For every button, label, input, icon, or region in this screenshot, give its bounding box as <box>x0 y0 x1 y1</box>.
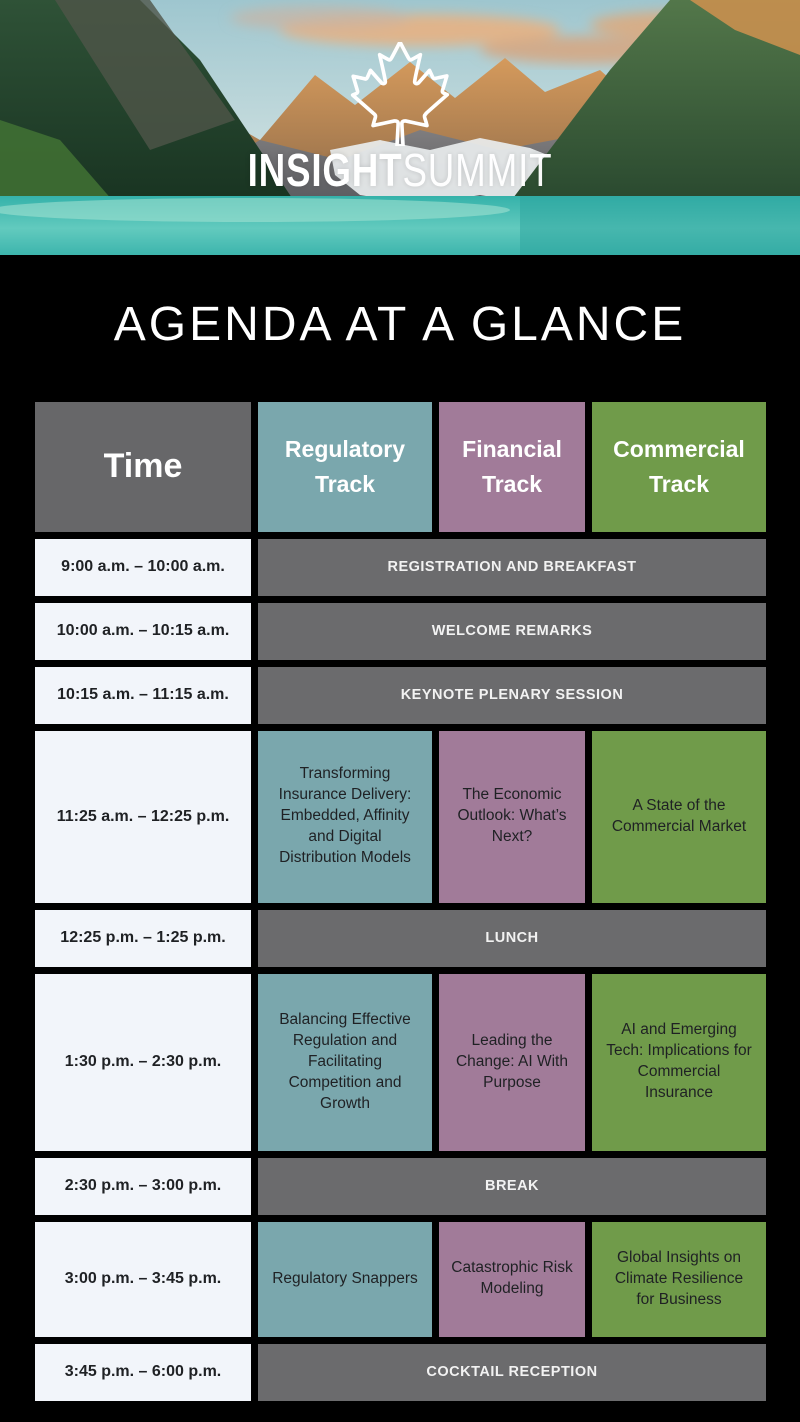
header-row <box>35 402 766 532</box>
session-cell-regulatory: Regulatory Snappers <box>258 1222 432 1337</box>
plenary-cell: WELCOME REMARKS <box>258 603 766 660</box>
agenda-row <box>35 974 766 1151</box>
session-cell-regulatory: Transforming Insurance Delivery: Embedded, Affinity and Digital Distribution Models <box>258 731 432 903</box>
time-cell: 10:00 a.m. – 10:15 a.m. <box>35 603 251 660</box>
track-header-financial: Financial Track <box>439 402 585 532</box>
hero-banner <box>0 0 800 255</box>
session-cell-regulatory: Balancing Effective Regulation and Facilitating Competition and Growth <box>258 974 432 1151</box>
session-cell-commercial: Global Insights on Climate Resilience for Business <box>592 1222 766 1337</box>
agenda-row <box>35 1158 766 1215</box>
plenary-cell: COCKTAIL RECEPTION <box>258 1344 766 1401</box>
plenary-cell: LUNCH <box>258 910 766 967</box>
page-title: AGENDA AT A GLANCE <box>113 298 687 351</box>
session-cell-financial: Catastrophic Risk Modeling <box>439 1222 585 1337</box>
brand-insight: INSIGHT <box>247 144 403 196</box>
agenda-row <box>35 1344 766 1401</box>
agenda-row <box>35 910 766 967</box>
lake <box>0 196 800 255</box>
time-cell: 2:30 p.m. – 3:00 p.m. <box>35 1158 251 1215</box>
agenda-row <box>35 1222 766 1337</box>
brand-summit: SUMMIT <box>402 144 553 196</box>
brand-wordmark <box>80 144 720 196</box>
session-cell-financial: Leading the Change: AI With Purpose <box>439 974 585 1151</box>
time-cell: 10:15 a.m. – 11:15 a.m. <box>35 667 251 724</box>
session-cell-commercial: AI and Emerging Tech: Implications for Commercial Insurance <box>592 974 766 1151</box>
time-cell: 3:00 p.m. – 3:45 p.m. <box>35 1222 251 1337</box>
time-cell: 9:00 a.m. – 10:00 a.m. <box>35 539 251 596</box>
track-header-regulatory: Regulatory Track <box>258 402 432 532</box>
time-cell: 1:30 p.m. – 2:30 p.m. <box>35 974 251 1151</box>
agenda-row <box>35 539 766 596</box>
session-cell-commercial: A State of the Commercial Market <box>592 731 766 903</box>
brand-logo <box>0 42 800 196</box>
plenary-cell: REGISTRATION AND BREAKFAST <box>258 539 766 596</box>
agenda-row <box>35 667 766 724</box>
plenary-cell: BREAK <box>258 1158 766 1215</box>
time-header-cell: Time <box>35 402 251 532</box>
agenda-table <box>35 402 766 1401</box>
time-cell: 12:25 p.m. – 1:25 p.m. <box>35 910 251 967</box>
time-cell: 11:25 a.m. – 12:25 p.m. <box>35 731 251 903</box>
plenary-cell: KEYNOTE PLENARY SESSION <box>258 667 766 724</box>
agenda-row <box>35 603 766 660</box>
maple-leaf-icon <box>348 42 452 146</box>
agenda-row <box>35 731 766 903</box>
track-header-commercial: Commercial Track <box>592 402 766 532</box>
time-cell: 3:45 p.m. – 6:00 p.m. <box>35 1344 251 1401</box>
session-cell-financial: The Economic Outlook: What’s Next? <box>439 731 585 903</box>
